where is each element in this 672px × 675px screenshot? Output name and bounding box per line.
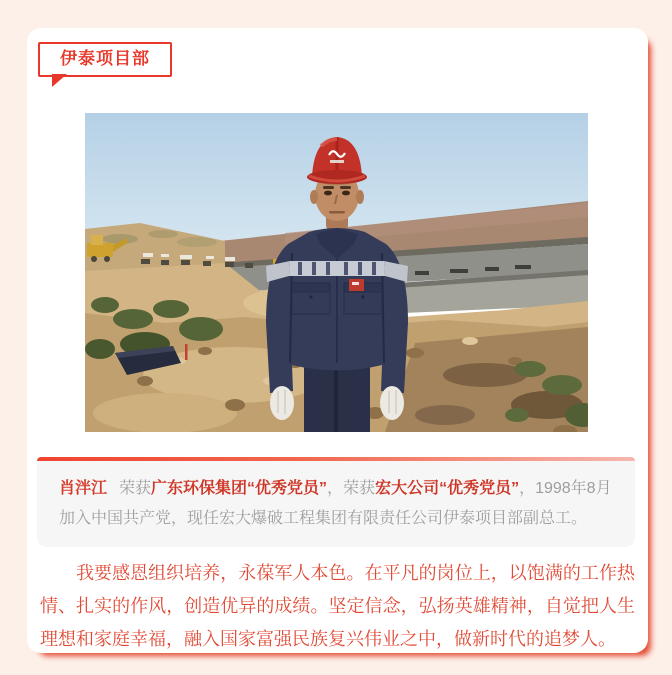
profile-name: 肖泮江 bbox=[59, 480, 108, 497]
badge-label: 伊泰项目部 bbox=[60, 49, 150, 68]
profile-text: ，1998年8月加入中国共产党，现任宏大爆破工程集团有限责任公司伊泰项目部副总工。 bbox=[59, 480, 612, 527]
profile-text: 荣获 bbox=[119, 480, 152, 497]
quote-paragraph: 我要感恩组织培养，永葆军人本色。在平凡的岗位上，以饱满的工作热情、扎实的作风，创造优异的成绩。坚定信念，弘扬英雄精神，自觉把人生理想和家庭幸福，融入国家富强民族复兴伟业之中，做新时代的追梦人。 bbox=[40, 563, 635, 649]
profile-award-2: 宏大公司“优秀党员” bbox=[375, 480, 520, 497]
jacket bbox=[266, 228, 408, 393]
company-logo-patch bbox=[349, 279, 364, 291]
badge-pointer bbox=[52, 74, 67, 87]
article-card bbox=[27, 28, 648, 653]
profile-award-1: 广东环保集团“优秀党员” bbox=[151, 480, 328, 497]
department-badge bbox=[38, 42, 172, 77]
profile-summary bbox=[37, 461, 635, 534]
profile-info-box bbox=[37, 457, 635, 547]
worker-photo bbox=[85, 113, 588, 432]
profile-text: ，荣获 bbox=[327, 480, 376, 497]
